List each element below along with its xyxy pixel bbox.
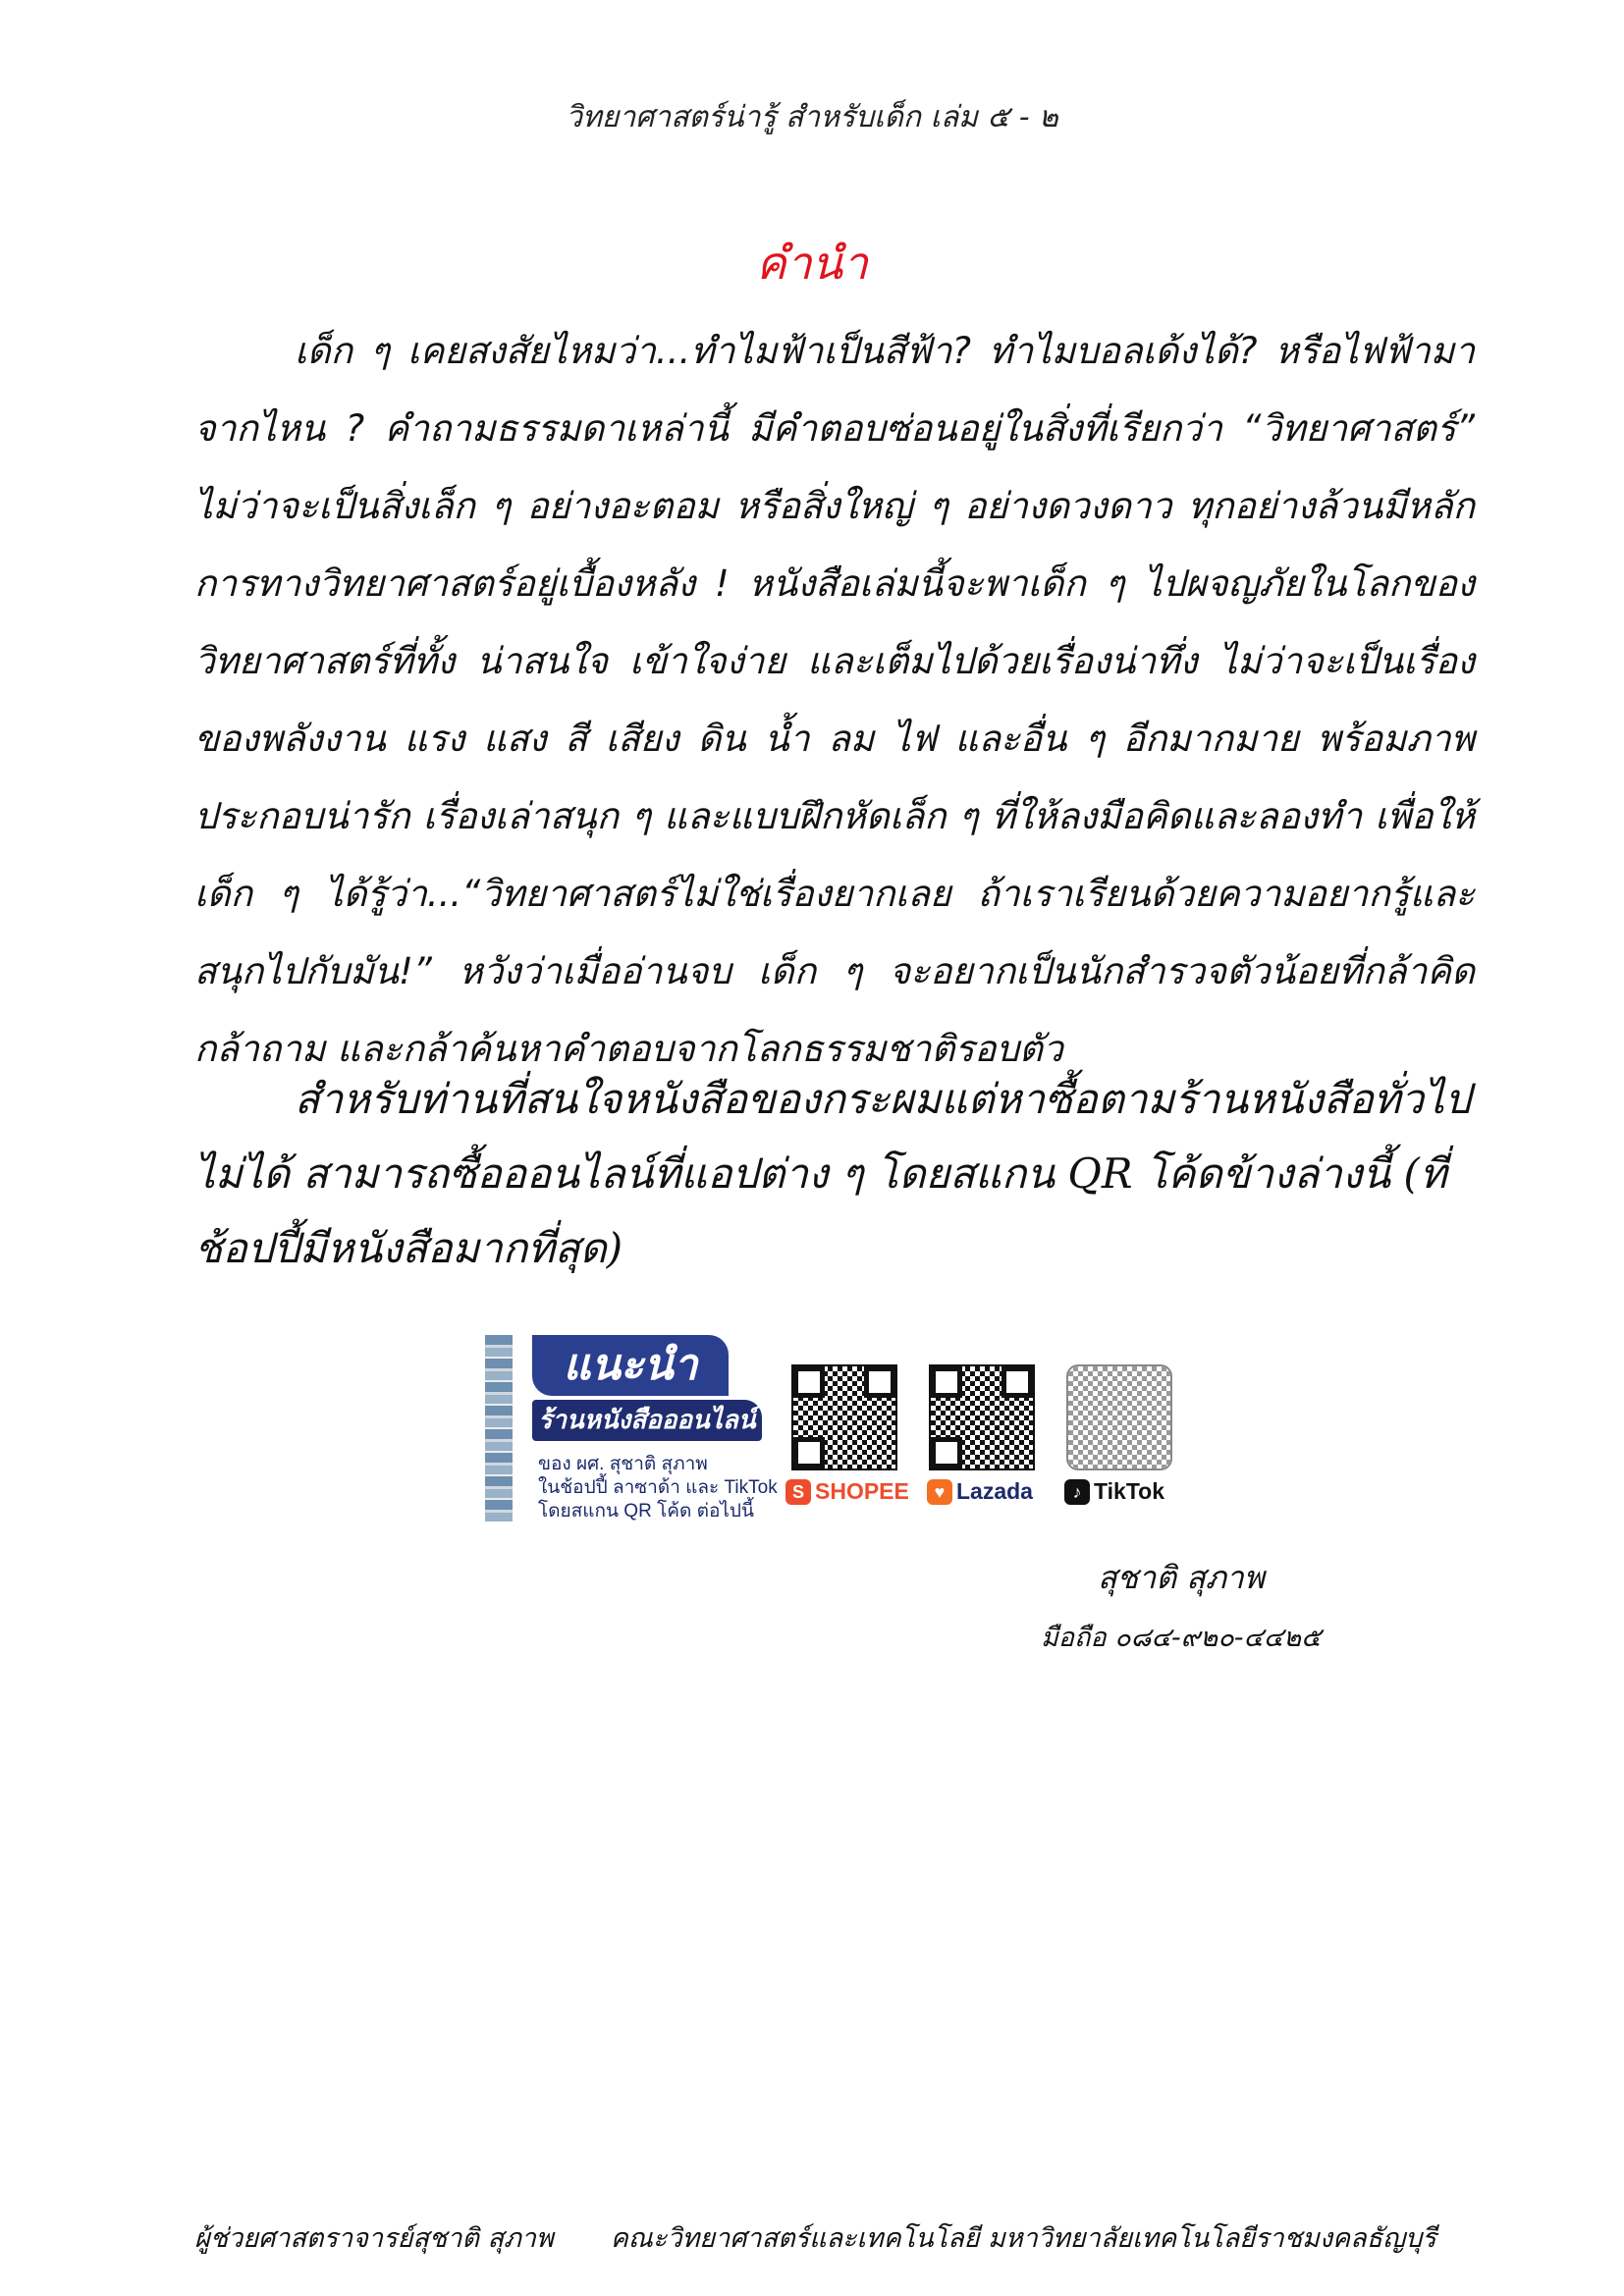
shopee-bag-icon: S bbox=[785, 1479, 811, 1505]
banner-line-2: ในช้อปปี้ ลาซาด้า และ TikTok bbox=[538, 1477, 778, 1498]
author-signature: สุชาติ สุภาพ bbox=[1098, 1559, 1265, 1596]
promo-paragraph: สำหรับท่านที่สนใจหนังสือของกระผมแต่หาซื้อตามร้านหนังสือทั่วไปไม่ได้ สามารถซื้อออนไลน์ที่แอปต่าง ๆ โดยสแกน QR โค้ดข้างล่างนี้ (ที่ช้อปปี้มีหนังสือมากที่สุด) bbox=[194, 1075, 1471, 1272]
banner-heading: แนะนำ bbox=[532, 1335, 729, 1396]
tiktok-label: ♪ TikTok bbox=[1064, 1478, 1164, 1505]
qr-finder-icon bbox=[864, 1366, 895, 1398]
author-phone: มือถือ ๐๘๔-๙๒๐-๔๔๒๕ bbox=[1041, 1623, 1322, 1653]
tiktok-qr-code[interactable] bbox=[1068, 1366, 1170, 1468]
promo-text bbox=[194, 1062, 1490, 1286]
qr-finder-icon bbox=[931, 1437, 962, 1468]
preface-body bbox=[194, 312, 1475, 1088]
banner-line-3: โดยสแกน QR โค้ด ต่อไปนี้ bbox=[538, 1501, 754, 1522]
books-stack-icon bbox=[485, 1335, 513, 1522]
bookstore-banner bbox=[485, 1335, 780, 1522]
qr-finder-icon bbox=[793, 1437, 825, 1468]
footer-author: ผู้ช่วยศาสตราจารย์สุชาติ สุภาพ bbox=[194, 2223, 554, 2254]
tiktok-note-icon: ♪ bbox=[1064, 1479, 1090, 1505]
page-header: วิทยาศาสตร์น่ารู้ สำหรับเด็ก เล่ม ๕ - ๒ bbox=[566, 100, 1058, 134]
qr-finder-icon bbox=[793, 1366, 825, 1398]
page-title: คำนำ bbox=[756, 237, 868, 290]
footer-affiliation: คณะวิทยาศาสตร์และเทคโนโลยี มหาวิทยาลัยเทคโนโลยีราชมงคลธัญบุรี bbox=[610, 2223, 1436, 2254]
banner-subheading: ร้านหนังสือออนไลน์ bbox=[532, 1400, 762, 1441]
qr-finder-icon bbox=[1001, 1366, 1033, 1398]
shopee-label: S SHOPEE bbox=[785, 1478, 909, 1505]
qr-finder-icon bbox=[931, 1366, 962, 1398]
banner-line-1: ของ ผศ. สุชาติ สุภาพ bbox=[538, 1454, 708, 1474]
lazada-label: ♥ Lazada bbox=[927, 1478, 1033, 1505]
lazada-qr-code[interactable] bbox=[931, 1366, 1033, 1468]
shopee-qr-code[interactable] bbox=[793, 1366, 895, 1468]
page-footer bbox=[194, 2216, 1436, 2259]
preface-paragraph: เด็ก ๆ เคยสงสัยไหมว่า...ทำไมฟ้าเป็นสีฟ้า? ทำไมบอลเด้งได้? หรือไฟฟ้ามาจากไหน ? คำถามธรรมดาเหล่านี้ มีคำตอบซ่อนอยู่ในสิ่งที่เรียกว่า “วิทยาศาสตร์” ไม่ว่าจะเป็นสิ่งเล็ก ๆ อย่างอะตอม หรือสิ่งใหญ่ ๆ อย่างดวงดาว ทุกอย่างล้วนมีหลักการทางวิทยาศาสตร์อยู่เบื้องหลัง ! หนังสือเล่มนี้จะพาเด็ก ๆ ไปผจญภัยในโลกของวิทยาศาสตร์ที่ทั้ง น่าสนใจ เข้าใจง่าย และเต็มไปด้วยเรื่องน่าทึ่ง ไม่ว่าจะเป็นเรื่องของพลังงาน แรง แสง สี เสียง ดิน น้ำ ลม ไฟ และอื่น ๆ อีกมากมาย พร้อมภาพประกอบน่ารัก เรื่องเล่าสนุก ๆ และแบบฝึกหัดเล็ก ๆ ที่ให้ลงมือคิดและลองทำ เพื่อให้เด็ก ๆ ได้รู้ว่า...“วิทยาศาสตร์ไม่ใช่เรื่องยากเลย ถ้าเราเรียนด้วยความอยากรู้และสนุกไปกับมัน!” หวังว่าเมื่ออ่านจบ เด็ก ๆ จะอยากเป็นนักสำรวจตัวน้อยที่กล้าคิด กล้าถาม และกล้าค้นหาคำตอบจากโลกธรรมชาติรอบตัว bbox=[194, 330, 1475, 1070]
lazada-heart-icon: ♥ bbox=[927, 1479, 952, 1505]
